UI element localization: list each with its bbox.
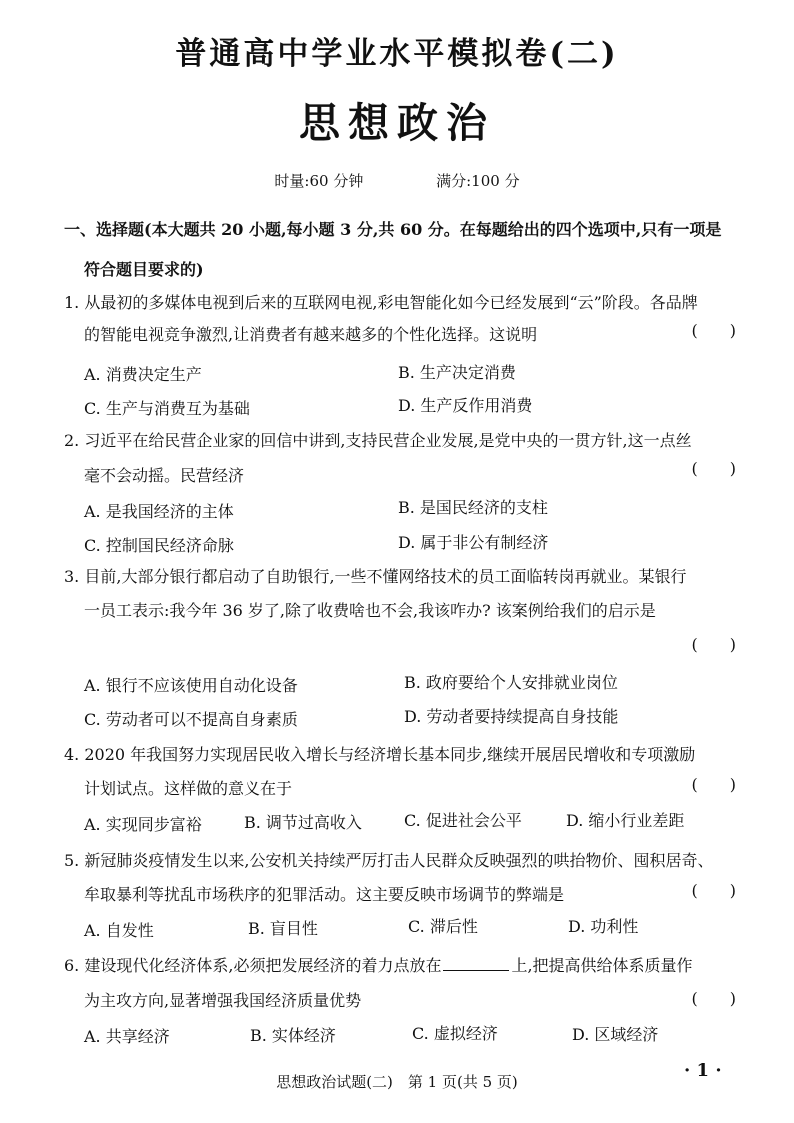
question-1-option-c: C. 生产与消费互为基础	[84, 399, 250, 418]
question-1-option-d: D. 生产反作用消费	[398, 396, 533, 415]
question-6-text-before-blank: 6. 建设现代化经济体系,必须把发展经济的着力点放在	[64, 956, 442, 975]
page-footer: 思想政治试题(二) 第 1 页(共 5 页)	[276, 1073, 518, 1091]
question-4-option-c: C. 促进社会公平	[404, 811, 522, 830]
subject-title: 思想政治	[299, 99, 495, 147]
question-5-line-1: 5. 新冠肺炎疫情发生以来,公安机关持续严厉打击人民群众反映强烈的哄抬物价、囤积居奇、	[64, 851, 714, 870]
answer-bracket: ( )	[691, 321, 736, 340]
question-2-option-b: B. 是国民经济的支柱	[398, 498, 548, 517]
question-4-line-1: 4. 2020 年我国努力实现居民收入增长与经济增长基本同步,继续开展居民增收和专项激励	[64, 745, 696, 764]
question-4-line-2: 计划试点。这样做的意义在于	[84, 779, 293, 798]
question-6-option-a: A. 共享经济	[84, 1027, 170, 1046]
question-6-option-d: D. 区域经济	[572, 1025, 659, 1044]
answer-bracket: ( )	[691, 881, 736, 900]
question-5-line-2: 牟取暴利等扰乱市场秩序的犯罪活动。这主要反映市场调节的弊端是	[84, 885, 565, 904]
question-6-line-2: 为主攻方向,显著增强我国经济质量优势	[84, 991, 362, 1010]
question-6-text-after-blank: 上,把提高供给体系质量作	[511, 956, 693, 975]
question-4-option-a: A. 实现同步富裕	[84, 815, 202, 834]
answer-bracket: ( )	[691, 635, 736, 654]
question-1-option-b: B. 生产决定消费	[398, 363, 516, 382]
question-6-option-c: C. 虚拟经济	[412, 1024, 498, 1043]
time-limit: 时量:60 分钟	[274, 172, 364, 190]
section-heading: 一、选择题(本大题共 20 小题,每小题 3 分,共 60 分。在每题给出的四个选项中,只有一项是	[64, 220, 722, 239]
answer-bracket: ( )	[691, 989, 736, 1008]
question-2-line-2: 毫不会动摇。民营经济	[84, 466, 245, 485]
question-3-option-b: B. 政府要给个人安排就业岗位	[404, 673, 618, 692]
section-heading-cont: 符合题目要求的)	[84, 260, 204, 279]
question-1-line-1: 1. 从最初的多媒体电视到后来的互联网电视,彩电智能化如今已经发展到“云”阶段。各品牌	[64, 293, 698, 312]
answer-bracket: ( )	[691, 775, 736, 794]
question-3-option-a: A. 银行不应该使用自动化设备	[84, 676, 298, 695]
question-4-option-d: D. 缩小行业差距	[566, 811, 685, 830]
question-6-line-1	[64, 953, 744, 976]
question-2-option-d: D. 属于非公有制经济	[398, 533, 549, 552]
question-3-option-c: C. 劳动者可以不提高自身素质	[84, 710, 298, 729]
question-6-option-b: B. 实体经济	[250, 1026, 336, 1045]
exam-title: 普通高中学业水平模拟卷(二)	[175, 36, 619, 72]
question-1-option-a: A. 消费决定生产	[84, 365, 202, 384]
question-5-option-c: C. 滞后性	[408, 917, 478, 936]
page-number-mark: · 1 ·	[684, 1060, 722, 1081]
question-3-line-1: 3. 目前,大部分银行都启动了自助银行,一些不懂网络技术的员工面临转岗再就业。某银行	[64, 567, 687, 586]
exam-meta	[0, 170, 794, 191]
question-2-option-c: C. 控制国民经济命脉	[84, 536, 234, 555]
question-5-option-b: B. 盲目性	[248, 919, 318, 938]
question-3-option-d: D. 劳动者要持续提高自身技能	[404, 707, 619, 726]
question-2-line-1: 2. 习近平在给民营企业家的回信中讲到,支持民营企业发展,是党中央的一贯方针,这一点丝	[64, 431, 692, 450]
answer-bracket: ( )	[691, 459, 736, 478]
question-4-option-b: B. 调节过高收入	[244, 813, 362, 832]
question-3-line-2: 一员工表示:我今年 36 岁了,除了收费啥也不会,我该咋办? 该案例给我们的启示是	[84, 601, 656, 620]
question-1-line-2: 的智能电视竞争激烈,让消费者有越来越多的个性化选择。这说明	[84, 325, 538, 344]
fill-blank	[443, 956, 509, 971]
question-5-option-a: A. 自发性	[84, 921, 154, 940]
full-score: 满分:100 分	[436, 172, 520, 190]
question-5-option-d: D. 功利性	[568, 917, 639, 936]
question-2-option-a: A. 是我国经济的主体	[84, 502, 234, 521]
